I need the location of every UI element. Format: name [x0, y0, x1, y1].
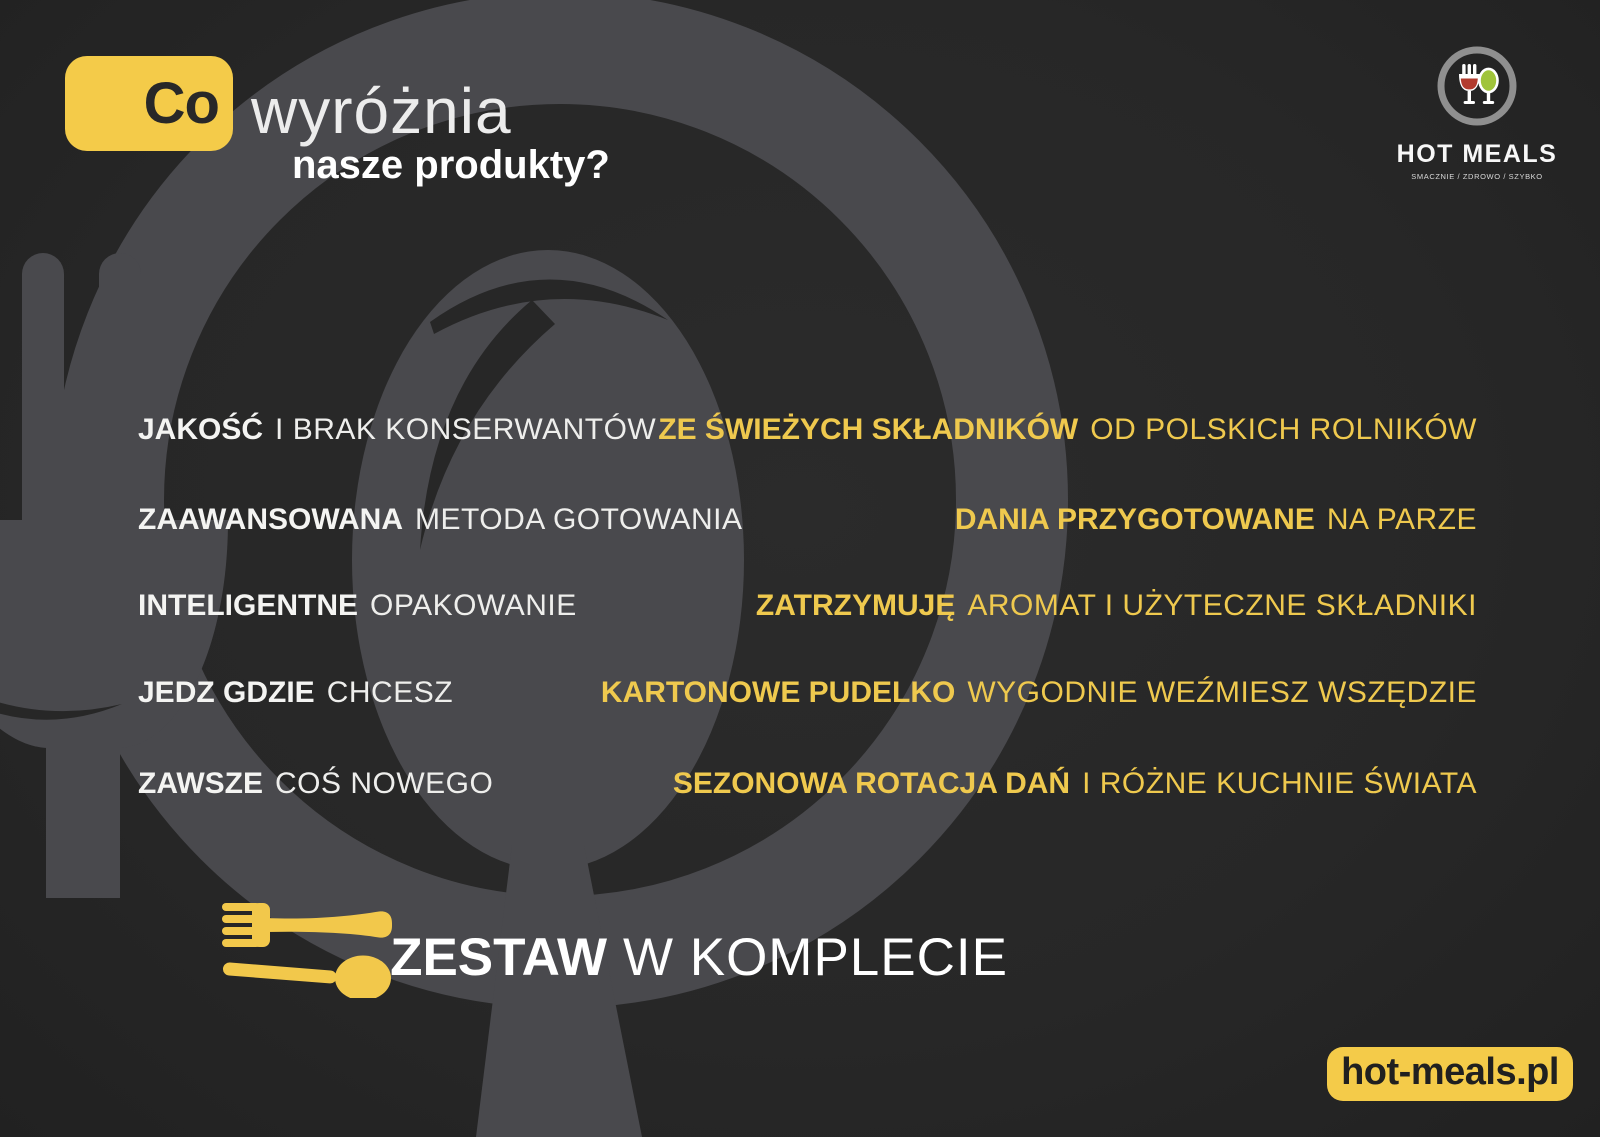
feature-rest: OD POLSKICH ROLNIKÓW: [1090, 413, 1477, 446]
feature-rest: CHCESZ: [326, 676, 454, 709]
feature-bold: ZE ŚWIEŻYCH SKŁADNIKÓW: [658, 413, 1079, 446]
feature-bold: ZAWSZE: [138, 767, 263, 800]
feature-bold: KARTONOWE PUDELKO: [600, 676, 956, 709]
website-link[interactable]: hot-meals.pl: [1341, 1051, 1559, 1093]
feature-rest: I BRAK KONSERWANTÓW: [275, 413, 657, 446]
website-badge[interactable]: [1327, 1047, 1573, 1101]
feature-rest: METODA GOTOWANIA: [415, 503, 743, 536]
feature-left-1: [138, 412, 656, 448]
feature-left-4: [138, 675, 453, 711]
feature-rest: I RÓŻNE KUCHNIE ŚWIATA: [1082, 767, 1477, 800]
feature-rest: OPAKOWANIE: [370, 589, 577, 622]
feature-rest: NA PARZE: [1326, 503, 1477, 536]
headline-light: wyróżnia: [251, 75, 512, 147]
logo-spoon-icon: [1480, 69, 1498, 104]
brand-logo: [1429, 40, 1525, 136]
feature-rest: WYGODNIE WEŹMIESZ WSZĘDZIE: [967, 676, 1477, 709]
feature-right-3: [756, 588, 1477, 624]
feature-right-4: [601, 675, 1477, 711]
fork-icon: [222, 903, 392, 947]
feature-left-2: [138, 502, 742, 538]
feature-bold: ZAAWANSOWANA: [138, 503, 403, 536]
set-cutlery-icons: [222, 902, 392, 998]
brand-block: [1377, 40, 1577, 181]
feature-left-3: [138, 588, 577, 624]
feature-bold: JAKOŚĆ: [138, 413, 264, 446]
brand-name: HOT MEALS: [1396, 140, 1558, 168]
feature-bold: INTELIGENTNE: [138, 589, 359, 622]
spoon-icon: [222, 956, 391, 999]
feature-right-5: [673, 766, 1477, 802]
co-badge: [65, 56, 233, 151]
set-caption-bold: ZESTAW: [390, 928, 607, 987]
feature-bold: ZATRZYMUJĘ: [755, 589, 956, 622]
brand-tagline: SMACZNIE / ZDROWO / SZYBKO: [1411, 172, 1543, 181]
logo-fork-icon: [1459, 64, 1480, 104]
feature-bold: JEDZ GDZIE: [138, 676, 315, 709]
feature-bold: DANIA PRZYGOTOWANE: [954, 503, 1315, 536]
feature-right-1: [658, 412, 1477, 448]
set-caption-rest: W KOMPLECIE: [622, 928, 1008, 987]
co-badge-label: Co: [143, 71, 219, 136]
feature-rest: AROMAT I UŻYTECZNE SKŁADNIKI: [967, 589, 1477, 622]
headline-bold: nasze produkty?: [292, 143, 610, 187]
feature-bold: SEZONOWA ROTACJA DAŃ: [672, 767, 1071, 800]
feature-right-2: [955, 502, 1477, 538]
feature-rest: COŚ NOWEGO: [275, 767, 494, 800]
feature-left-5: [138, 766, 493, 802]
set-caption: [390, 929, 1008, 987]
